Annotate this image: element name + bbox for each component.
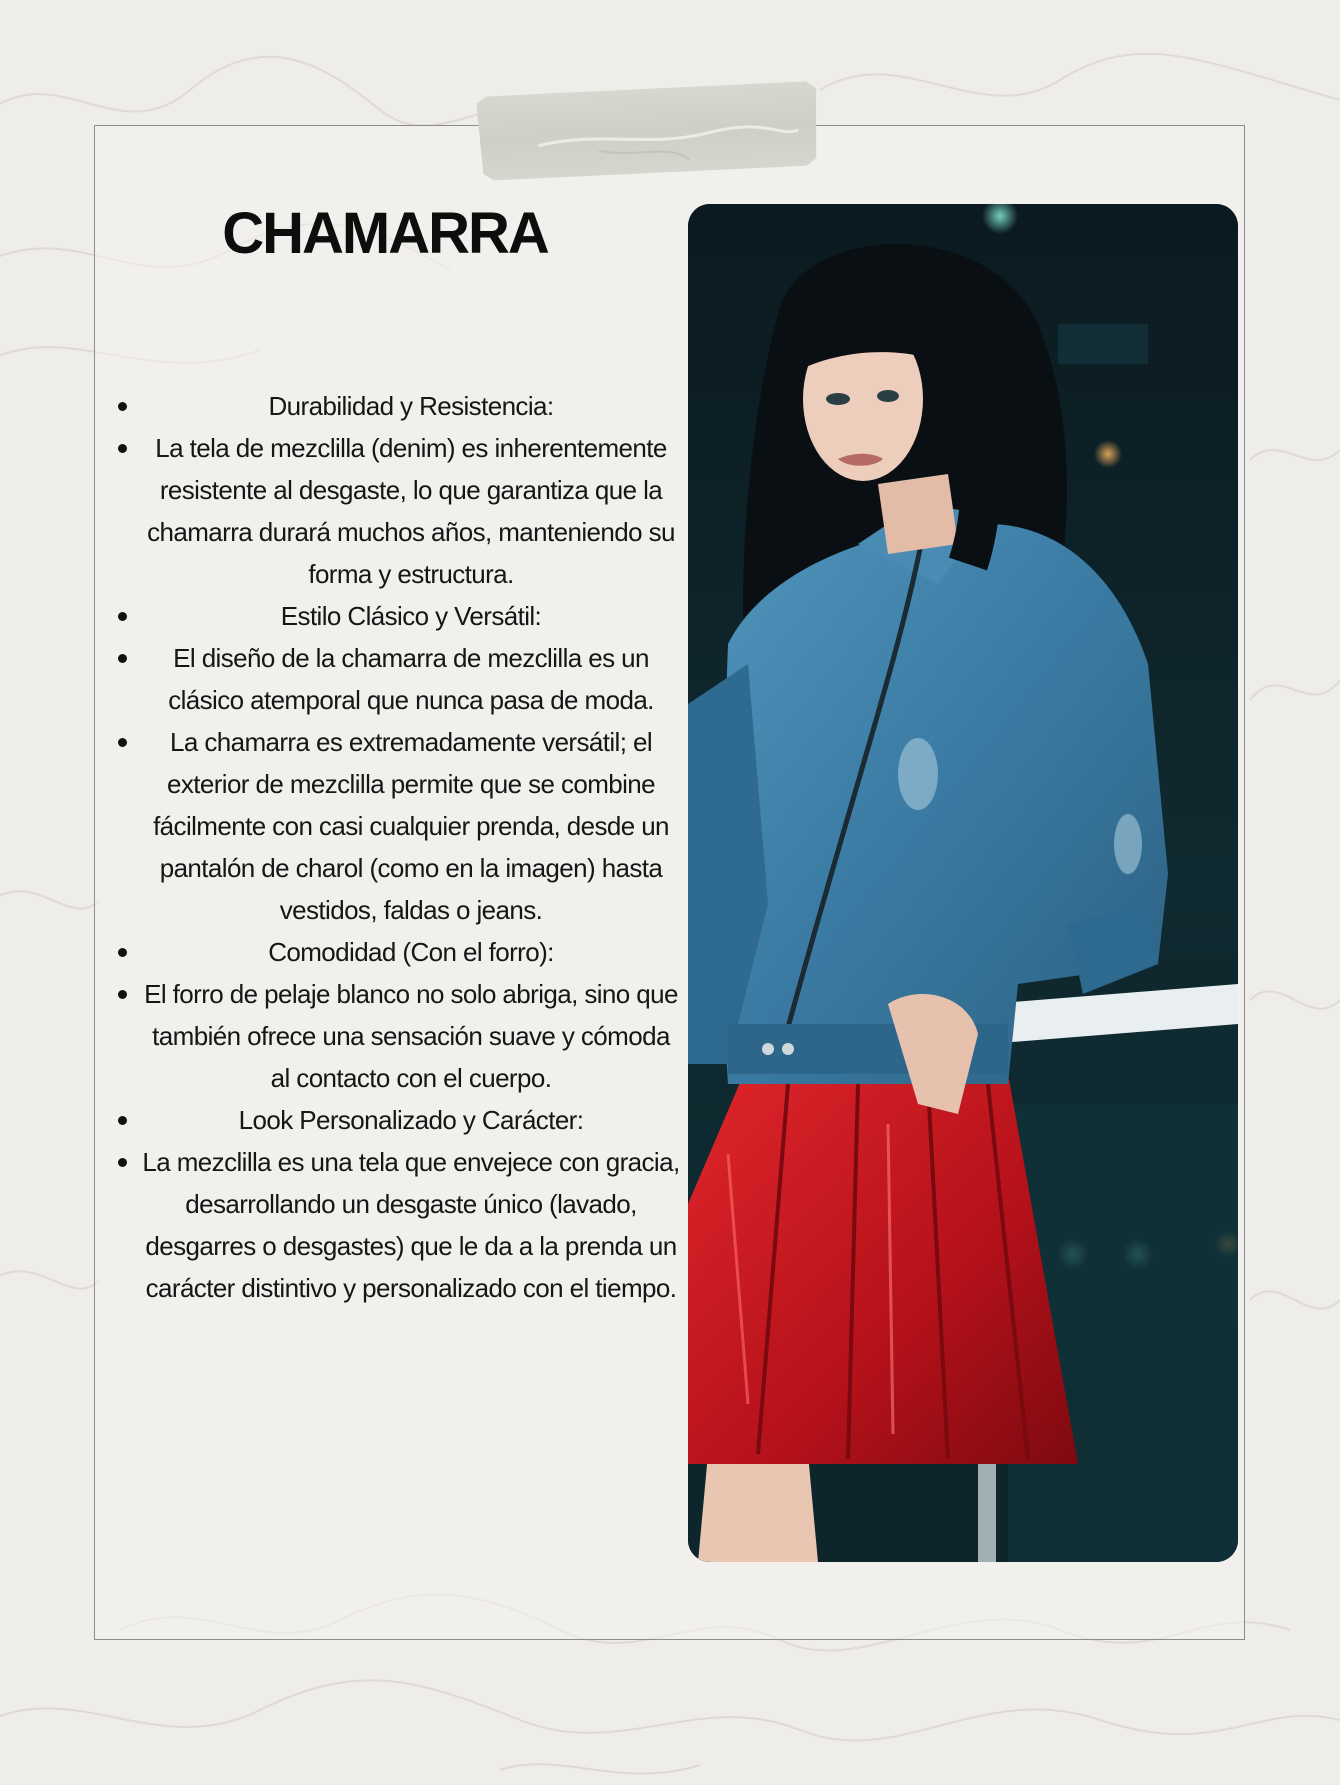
list-item: Durabilidad y Resistencia: [110, 385, 680, 427]
list-item: Comodidad (Con el forro): [110, 931, 680, 973]
list-item: El forro de pelaje blanco no solo abriga, sino que también ofrece una sensación suave y cómoda al contacto con el cuerpo. [110, 973, 680, 1099]
list-item: Estilo Clásico y Versátil: [110, 595, 680, 637]
list-item: La tela de mezclilla (denim) es inherentemente resistente al desgaste, lo que garantiza que la chamarra durará muchos años, manteniendo su forma y estructura. [110, 427, 680, 595]
tape-decoration [476, 79, 820, 183]
feature-list [110, 385, 680, 1309]
list-item: El diseño de la chamarra de mezclilla es un clásico atemporal que nunca pasa de moda. [110, 637, 680, 721]
list-item: Look Personalizado y Carácter: [110, 1099, 680, 1141]
product-photo [688, 204, 1238, 1562]
list-item: La chamarra es extremadamente versátil; el exterior de mezclilla permite que se combine fácilmente con casi cualquier prenda, desde un pantalón de charol (como en la imagen) hasta vestidos, faldas o jeans. [110, 721, 680, 931]
page-title: CHAMARRA [222, 201, 548, 266]
list-item: La mezclilla es una tela que envejece con gracia, desarrollando un desgaste único (lavado, desgarres o desgastes) que le da a la prenda un carácter distintivo y personalizado con el tiempo. [110, 1141, 680, 1309]
